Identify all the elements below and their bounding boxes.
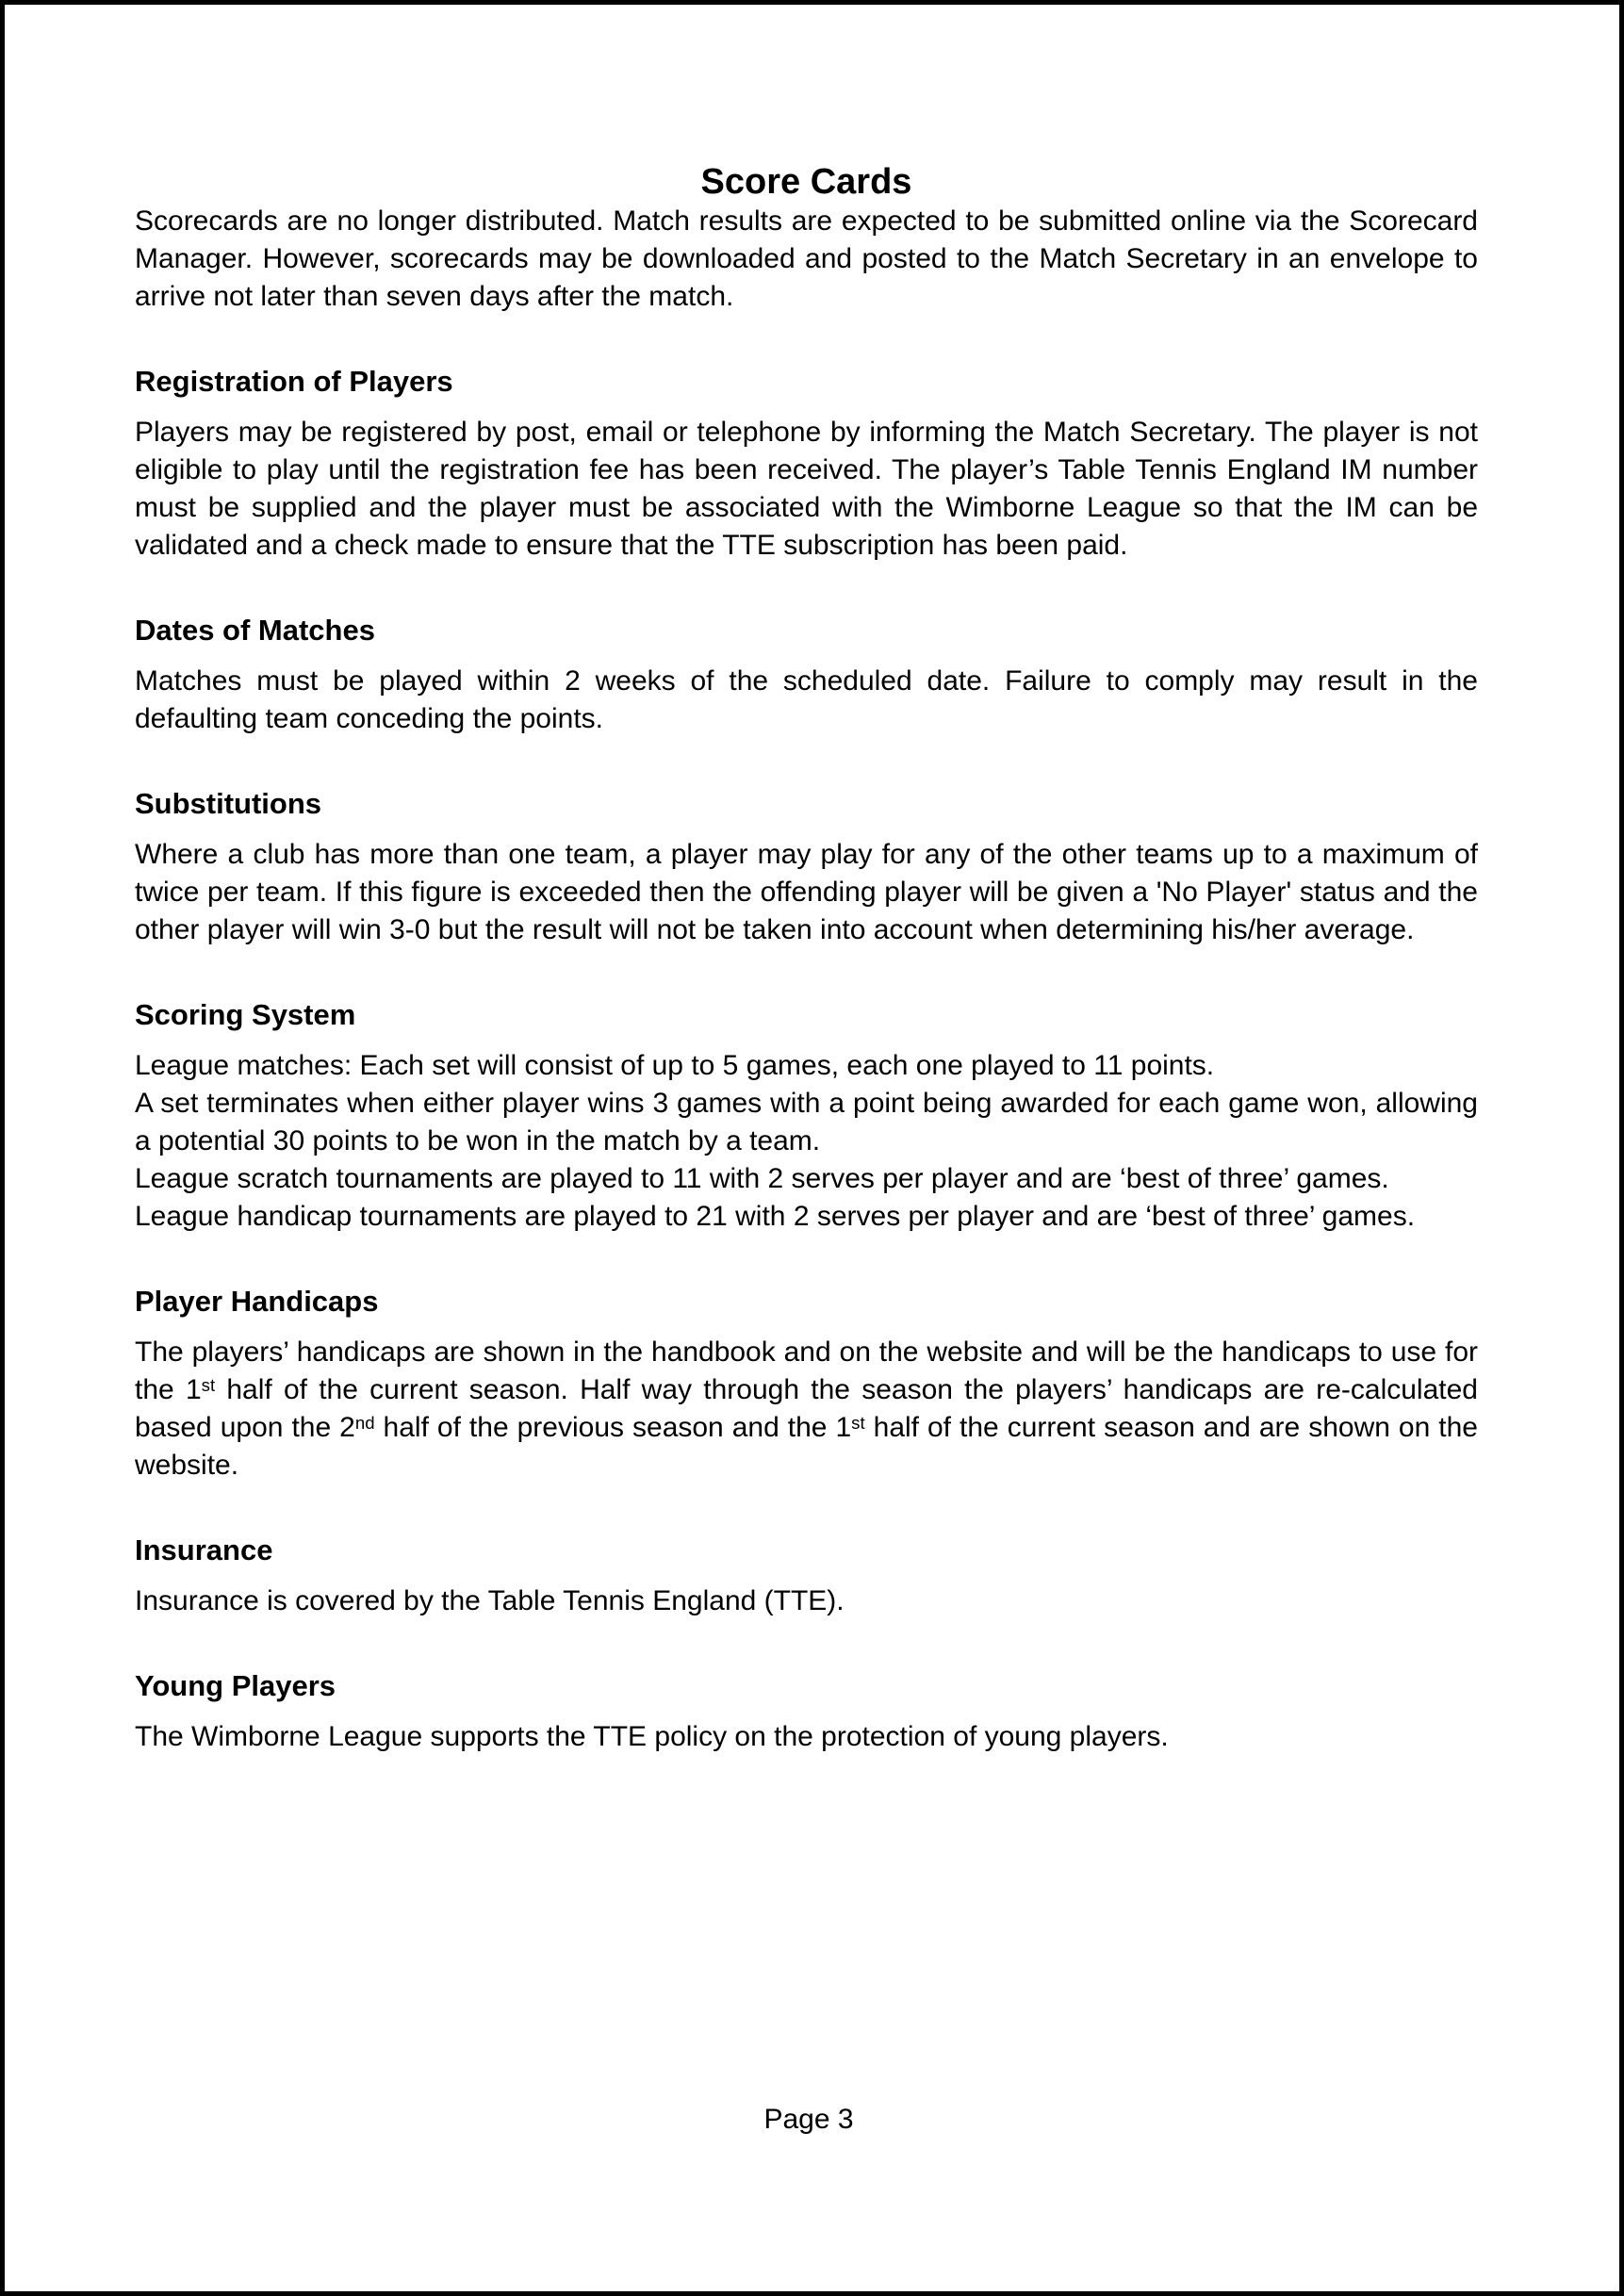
section-player-handicaps	[135, 1283, 1478, 1484]
paragraph-text: half of the current season and are shown on the website.	[135, 1412, 1478, 1481]
section-insurance	[135, 1532, 1478, 1620]
section-paragraph: League handicap tournaments are played to 21 with 2 serves per player and are ‘best of three’ games.	[135, 1201, 1416, 1232]
page-number: Page 3	[763, 2104, 854, 2135]
section-paragraph	[135, 1334, 1478, 1484]
page-footer	[139, 2101, 1478, 2139]
page-title: Score Cards	[700, 162, 912, 202]
section-paragraph: League matches: Each set will consist of up to 5 games, each one played to 11 points.	[135, 1050, 1215, 1081]
section-heading: Player Handicaps	[135, 1285, 379, 1318]
section-paragraph: League scratch tournaments are played to 11 with 2 serves per player and are ‘best of three’ games.	[135, 1163, 1389, 1194]
section-paragraph: Where a club has more than one team, a player may play for any of the other teams up to a maximum of twice per team. If this figure is exceeded then the offending player will be given a 'No Player' status and the other player will win 3-0 but the result will not be taken into account when determining his/her average.	[135, 839, 1478, 945]
section-paragraph: Players may be registered by post, email or telephone by informing the Match Secretary. The player is not eligible to play until the registration fee has been received. The player’s Table Tennis England IM number must be supplied and the player must be associated with the Wimborne League so that the IM can be validated and a check made to ensure that the TTE subscription has been paid.	[135, 417, 1478, 561]
section-heading: Dates of Matches	[135, 614, 375, 647]
section-young-players	[135, 1667, 1478, 1756]
ordinal-superscript: st	[201, 1374, 216, 1395]
section-heading: Insurance	[135, 1533, 273, 1566]
section-heading: Scoring System	[135, 998, 356, 1031]
section-heading: Registration of Players	[135, 365, 453, 398]
paragraph-text: The players’ handicaps are shown in the handbook and on the website and will be the handicaps to use for the 1	[135, 1337, 1478, 1405]
section-paragraph: Insurance is covered by the Table Tennis England (TTE).	[135, 1585, 845, 1616]
section-substitutions	[135, 785, 1478, 949]
section-paragraph: The Wimborne League supports the TTE policy on the protection of young players.	[135, 1721, 1169, 1752]
section-paragraph: Matches must be played within 2 weeks of the scheduled date. Failure to comply may result in the defaulting team conceding the points.	[135, 665, 1478, 734]
section-paragraph: A set terminates when either player wins 3 games with a point being awarded for each game won, allowing a potential 30 points to be won in the match by a team.	[135, 1088, 1478, 1156]
intro-paragraph: Scorecards are no longer distributed. Match results are expected to be submitted online via the Scorecard Manager. However, scorecards may be downloaded and posted to the Match Secretary in an envelope to arrive not later than seven days after the match.	[135, 205, 1478, 312]
paragraph-text: half of the current season. Half way through the season the players’ handicaps are re-calculated based upon the 2	[135, 1374, 1478, 1443]
section-heading: Substitutions	[135, 787, 322, 820]
page-content	[5, 161, 1619, 1756]
section-registration-of-players	[135, 363, 1478, 565]
section-heading: Young Players	[135, 1669, 336, 1702]
section-dates-of-matches	[135, 612, 1478, 738]
paragraph-text: half of the previous season and the 1	[374, 1412, 852, 1443]
ordinal-superscript: st	[851, 1412, 865, 1433]
section-scoring-system	[135, 996, 1478, 1236]
ordinal-superscript: nd	[354, 1412, 375, 1433]
